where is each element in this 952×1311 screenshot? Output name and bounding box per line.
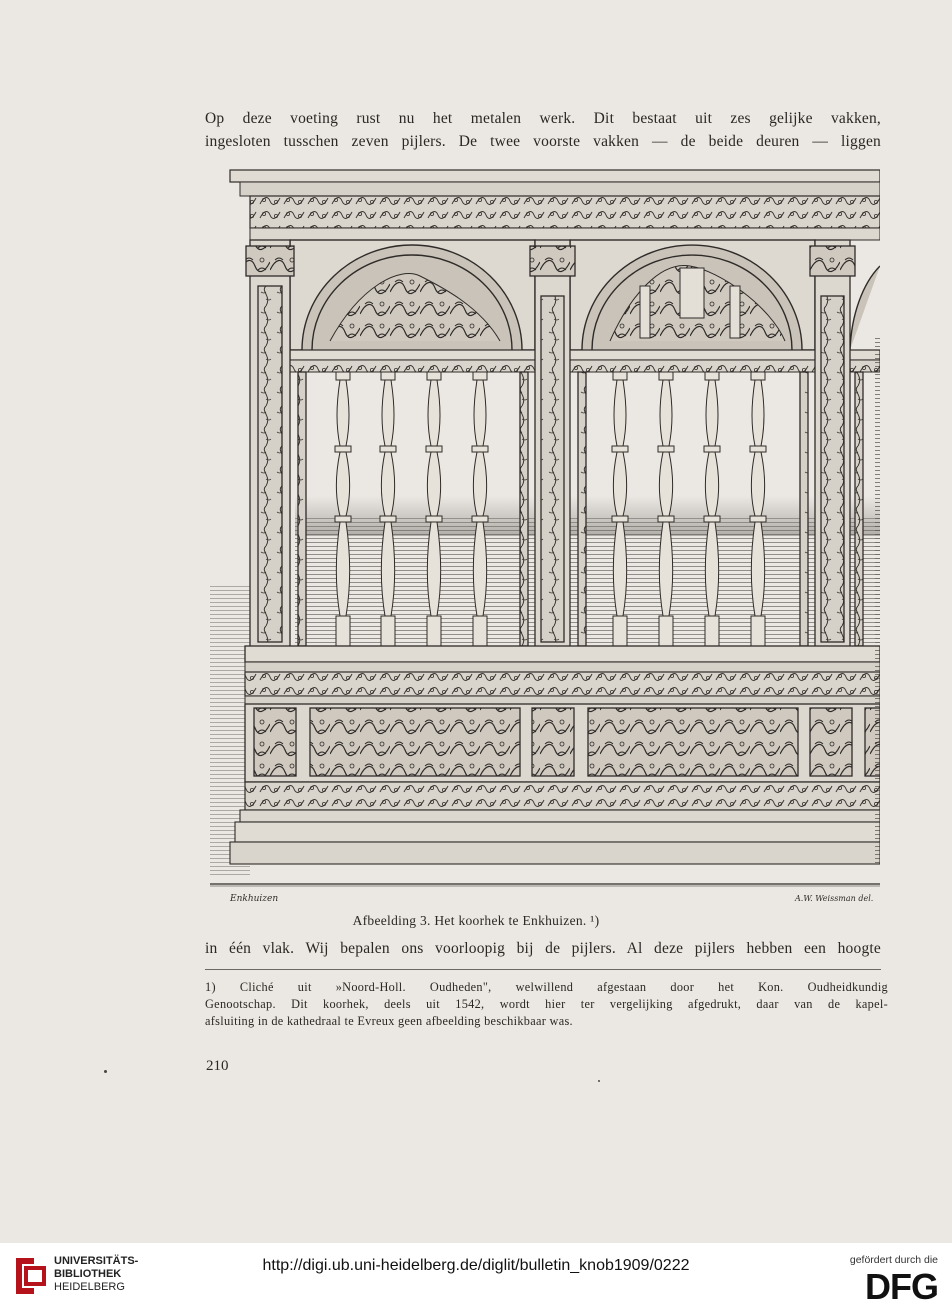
body-text-line-3: in één vlak. Wij bepalen ons voorloopig bij de pijlers. Al deze pijlers hebben een hoogte	[205, 940, 881, 957]
footnote-line-3: afsluiting in de kathedraal te Evreux geen afbeelding beschikbaar was.	[205, 1014, 573, 1028]
body-text-line-1: Op deze voeting rust nu het metalen werk. Dit bestaat uit zes gelijke vakken,	[205, 110, 881, 127]
figure-caption: Afbeelding 3. Het koorhek te Enkhuizen. ¹)	[352, 913, 600, 928]
body-text-line-2: ingesloten tusschen zeven pijlers. De twee voorste vakken — de beide deuren — liggen	[205, 133, 881, 150]
page-number: 210	[206, 1058, 229, 1074]
digitization-footer	[0, 1243, 952, 1311]
artist-signature: A.W. Weissman del.	[795, 894, 874, 903]
dfg-logo: DFG	[865, 1266, 938, 1307]
footnote-rule	[205, 969, 881, 970]
library-name-line-3: HEIDELBERG	[54, 1281, 125, 1293]
footnote-line-1: 1) Cliché uit »Noord-Holl. Oudheden", welwillend afgestaan door het Kon. Oudheidkundig	[205, 980, 888, 994]
library-name-line-1: UNIVERSITÄTS-	[54, 1255, 139, 1267]
footnote-line-2: Genootschap. Dit koorhek, deels uit 1542, wordt hier ter vergelijking afgedrukt, daar van de kapel-	[205, 997, 888, 1011]
artist-location-signature: Enkhuizen	[230, 894, 279, 904]
engraving-koorhek	[210, 166, 880, 906]
permalink-url[interactable]: http://digi.ub.uni-heidelberg.de/diglit/bulletin_knob1909/0222	[262, 1257, 690, 1274]
library-name-line-2: BIBLIOTHEK	[54, 1268, 122, 1280]
scan-speck	[598, 1080, 600, 1082]
scan-speck	[104, 1070, 107, 1073]
funding-note: gefördert durch die	[849, 1254, 938, 1266]
